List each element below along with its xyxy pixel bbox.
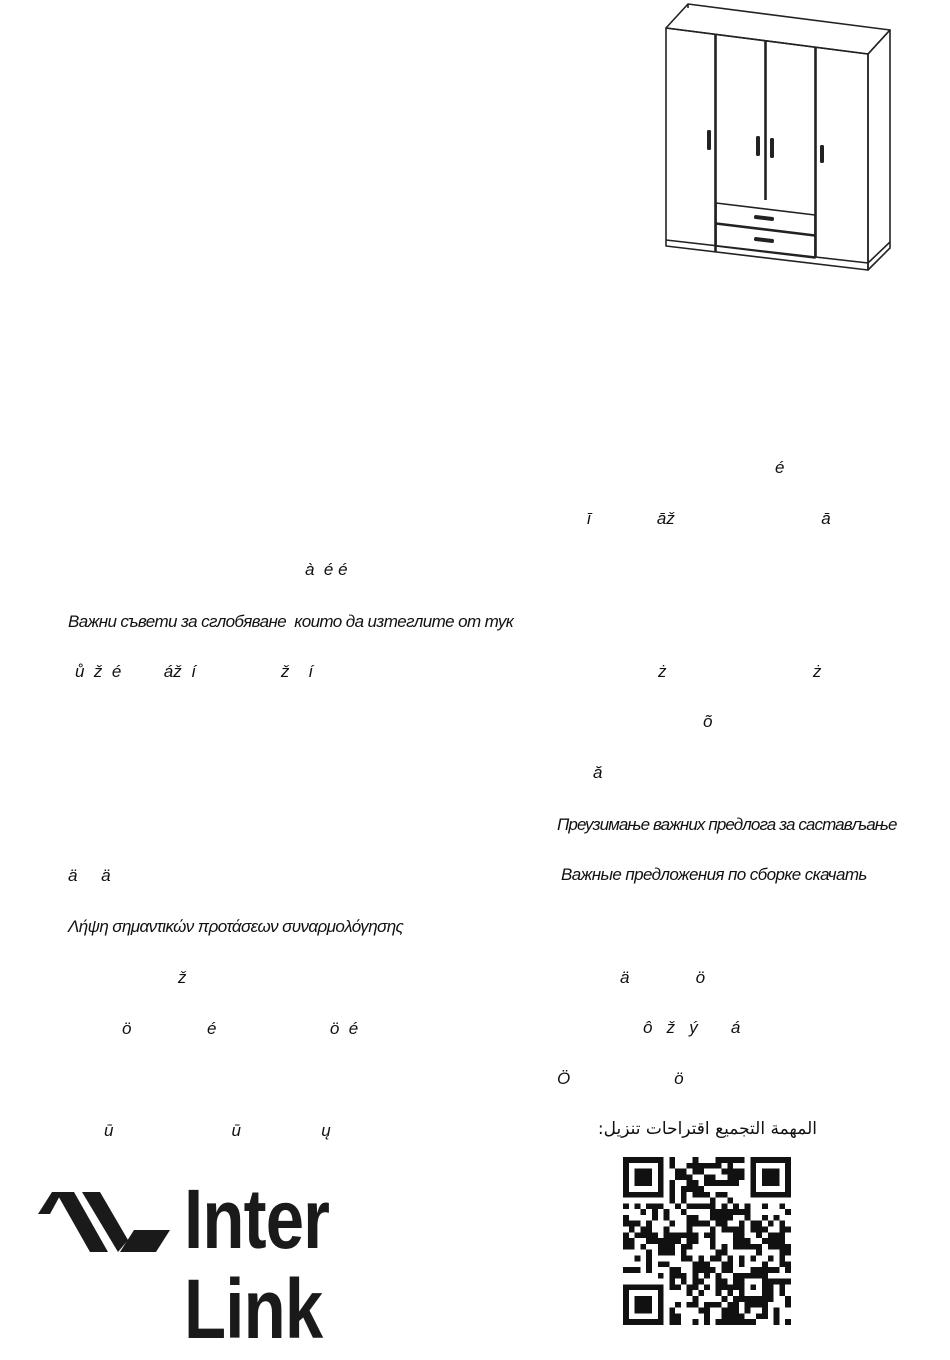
- left-text-line-5: Λήψη σημαντικών προτάσεων συναρμολόγησης: [68, 917, 404, 936]
- left-text-line-6: ž: [178, 968, 187, 987]
- left-text-line-7: ö é ö é: [122, 1019, 359, 1038]
- wardrobe-illustration-icon: [660, 0, 895, 276]
- right-text-line-8: ä ö: [620, 968, 706, 987]
- left-text-line-4: ä ä: [68, 866, 111, 885]
- inter-link-logo: [38, 1172, 478, 1356]
- arabic-download-text: المهمة التجميع اقتراحات تنزيل:: [597, 1119, 817, 1139]
- left-text-line-1: à é é: [305, 560, 348, 579]
- logo-wordmark: Inter Link: [184, 1172, 330, 1356]
- right-text-line-7: Важные предложения по сборке скачать: [561, 865, 867, 884]
- right-text-line-9: ô ž ý á: [643, 1018, 741, 1037]
- qr-code-icon[interactable]: [623, 1157, 791, 1325]
- right-text-line-3: ż ż: [658, 662, 822, 681]
- right-text-line-10: Ö ö: [557, 1069, 684, 1088]
- left-text-line-8: ū ū ų: [104, 1121, 331, 1140]
- inter-link-mark-icon: [38, 1184, 170, 1258]
- left-text-line-3: ů ž é áž í ž í: [75, 662, 314, 681]
- right-text-line-1: é: [775, 458, 785, 477]
- right-text-line-5: ă: [593, 763, 603, 782]
- right-text-line-2: ī āž ā: [587, 509, 831, 528]
- right-text-line-4: õ: [703, 712, 713, 731]
- right-text-line-6: Преузимање важних предлога за састављање: [557, 815, 897, 834]
- left-text-line-2: Важни съвети за сглобяване които да изтеглите от тук: [68, 612, 514, 631]
